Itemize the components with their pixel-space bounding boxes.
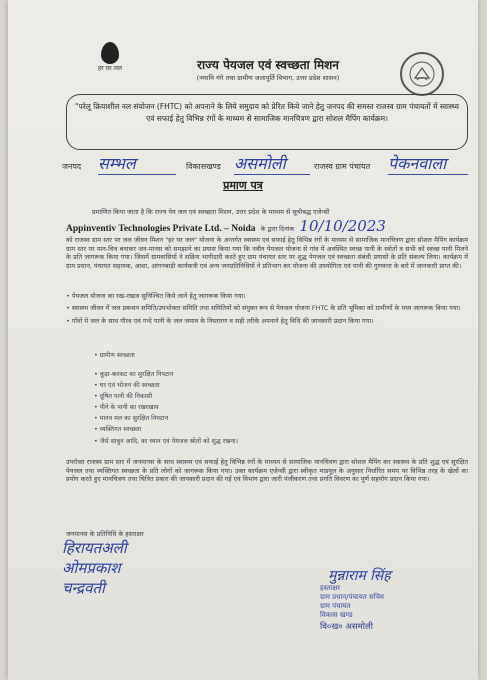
sub-item: • घर एवं भोजन की स्वच्छता — [94, 382, 160, 389]
company-line — [66, 216, 466, 235]
sub-item: • दूषित पानी की निकासी — [94, 393, 153, 400]
witness-signature: चन्द्रवती — [62, 579, 105, 597]
certificate-page — [8, 0, 478, 680]
district-value: सम्भल — [98, 152, 176, 175]
jal-jeevan-logo — [88, 42, 132, 88]
sub-item: • मानव मल का सुरक्षित निपटान — [94, 415, 169, 422]
body-paragraph: को राजस्व ग्राम स्तर पर जल जीवन मिशन "हर घर जल" योजना के अन्तर्गत स्वास्थ्य एवं सफाई हेतु विभिन्न रंगों के माध्यम से सामाजिक मानचित्रण द्वारा सोशल मैपिंग कार्यक्रम ग्राम स्तर पर मान-चित्र बनाकर जन-मानस को समझाने का प्रयास किया गया कि नवीन पेयजल योजना से गांव में अवस्थित स्वच्छ पानी के स्त्रोतों व सभी को स्वच्छ पानी मिलने के प्रति जागरूक किया गया। जिसमें ग्रामवासियों ने सक्रिय भागीदारी करते हुए ग्राम पंचायत स्तर पर शुद्ध पेयजल एवं स्वच्छता संबंधी प्रयासों के प्रति संकल्प लिया। कार्यक्रम में ग्राम प्रधान, पंचायत सहायक, आशा, आंगनबाड़ी कार्यकत्री एवं अन्य जनप्रतिनिधियों ने प्रतिभाग कर योजना की उपयोगिता एवं पानी की गुणवत्ता के बारे में जानकारी प्राप्त की। — [66, 236, 468, 270]
closing-paragraph: उपरोक्त राजस्व ग्राम स्तर में जनमानस के साथ स्वास्थ्य एवं सफाई हेतु विभिन्न रंगों के माध्यम से सामाजिक मानचित्रण द्वारा सोशल मैपिंग कर स्वास्थ्य के प्रति शुद्ध एवं सुरक्षित पेयजल तथा व्यक्तिगत स्वच्छता के प्रति लोगों को जागरूक किया गया। उक्त कार्यक्रम एजेन्सी द्वारा स्वीकृत माडयूल के अनुसार निर्धारित समय पर विभिन्न तरह के खेलों का प्रयोग करते हुए मानचित्रण तथा चित्रित प्रकार की जानकारी प्रदान की गई एवं विभाग द्वारा जारी पंजीकरण तथा प्रगति विवरण का पूर्ण सहयोग प्रदान किया गया। — [66, 458, 468, 484]
sub-item: • पीने के पानी का रखरखाव — [94, 404, 159, 411]
witness-signature: हिरायतअली — [62, 539, 127, 557]
stamp-line: वि०ख० असमोली — [320, 622, 373, 632]
up-emblem-icon — [400, 52, 444, 96]
district-label: जनपद — [62, 162, 82, 171]
village-label: राजस्व ग्राम पंचायत — [314, 162, 371, 171]
mission-title: राज्य पेयजल एवं स्वच्छता मिशन — [197, 58, 339, 72]
certificate-heading: प्रमाण पत्र — [223, 179, 263, 192]
official-stamp — [320, 584, 470, 632]
sub-item: • व्यक्तिगत स्वच्छता — [94, 426, 142, 433]
stamp-line: ग्राम पंचायत — [320, 602, 351, 610]
block-label: विकासखण्ड — [186, 162, 221, 171]
village-value: पेकनवाला — [388, 152, 468, 175]
witness-signature: ओमप्रकाश — [62, 559, 121, 577]
logo-left-caption: हर घर जल — [98, 65, 122, 72]
program-date: 10/10/2023 — [299, 217, 386, 235]
bullet-item: • गाँवों में जल के साथ गौरव एवं गन्दे पानी के जल जमाव के निस्तारण व सही तरीके अपनाने हेतु विधि की जानकारी प्रदान किया गया। — [66, 316, 374, 325]
handwash-line: • जैसे साबुन आदि, का ध्यान एवं पेयजल स्रोतों को शुद्ध रखना। — [94, 438, 239, 445]
bullet-item: • स्वास्थ्य जीवन में जल प्रबन्धन समिति/उपभोक्ता समिति तथा समितियों को संयुक्त रूप से पेयजल योजना FHTC के प्रति भूमिका को ग्रामीणों के मध्य जागरूक किया गया। — [66, 304, 461, 312]
intro-text: "परेलू क्रियाशील नल संयोजन (FHTC) को अपनाने के लिये समुदाय को प्रेरित किये जाने हेतु जनपद की समस्त राजस्व ग्राम पंचायतों में स्वास्थ्य एवं सफाई हेतु विभिन्न रंगों के माध्यम से सामाजिक मानचित्रण द्वारा सोशल मैपिंग कार्यक्रम। — [75, 102, 459, 123]
witness-signatures — [62, 538, 222, 598]
pradhan-signature: मुन्नाराम सिंह — [328, 568, 391, 584]
agency-name: Appinventiv Technologies Private Ltd. – Noida — [66, 224, 256, 234]
block-value: असमोली — [234, 152, 310, 175]
stamp-line: ग्राम प्रधान/पंचायत सचिव — [320, 593, 384, 601]
sub-item: • कूड़ा-करकट का सुरक्षित निपटान — [94, 371, 174, 378]
intro-box — [66, 94, 468, 150]
bullet-list — [66, 291, 468, 325]
mission-subtitle: (नमामि गंगे तथा ग्रामीण जलापूर्ति विभाग, उत्तर प्रदेश शासन) — [196, 74, 340, 82]
bullet-item: • पेयजल योजना का रख-रखाव सुनिश्चित किये जाने हेतु जागरूक किया गया। — [66, 292, 246, 300]
sub-item: • ग्रामीण स्वच्छता — [94, 352, 135, 359]
sub-item-list — [94, 350, 294, 435]
body-line1: प्रमाणित किया जाता है कि राज्य पेय जल एवं स्वच्छता मिशन, उत्तर प्रदेश के माध्यम से सूचीबद्ध एजेन्सी — [92, 208, 330, 216]
water-drop-icon — [101, 42, 119, 64]
date-prefix: के द्वारा दिनांक — [260, 225, 295, 233]
stamp-line: हस्ताक्षर — [320, 584, 341, 592]
stamp-line: विकास खण्ड — [320, 611, 353, 619]
witness-caption: जनमानस के प्रतिनिधि के हस्ताक्षर — [66, 530, 144, 538]
